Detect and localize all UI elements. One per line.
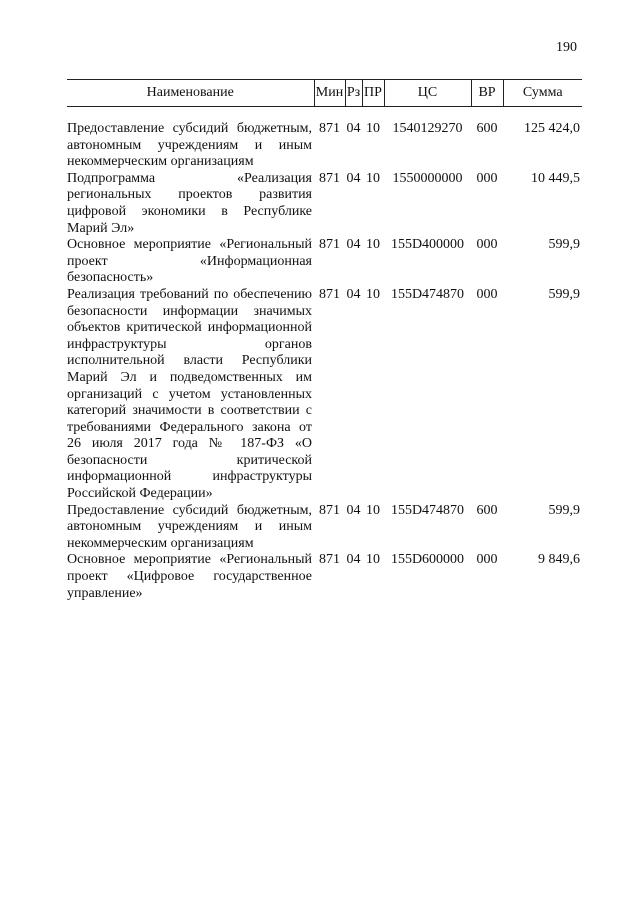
row-pr: 10 [366, 502, 380, 518]
row-pr: 10 [366, 237, 380, 253]
row-cs: 155D474870 [390, 502, 465, 518]
row-rz: 04 [346, 170, 361, 186]
row-sum: 9 849,6 [538, 552, 580, 568]
header-name: Наименование [67, 80, 314, 107]
row-name: Предоставление субсидий бюджетным, автономным учреждениям и иным некоммерческим организациям [67, 121, 312, 170]
row-cs: 155D400000 [390, 237, 465, 253]
header-cs: ЦС [384, 80, 471, 107]
row-vr: 600 [476, 502, 498, 518]
row-min: 871 [319, 502, 340, 518]
table-header-row [67, 80, 582, 107]
row-rz: 04 [346, 237, 361, 253]
header-vr: ВР [471, 80, 503, 107]
row-name: Основное мероприятие «Региональный проект «Цифровое государственное управление» [67, 552, 312, 601]
row-sum: 599,9 [548, 237, 580, 253]
row-cs: 155D600000 [390, 552, 465, 568]
row-vr: 000 [476, 552, 498, 568]
row-vr: 600 [476, 121, 498, 136]
table-row [67, 171, 582, 237]
header-min: Мин [314, 80, 345, 107]
row-rz: 04 [346, 502, 361, 518]
table-row [67, 237, 582, 287]
row-name: Реализация требований по обеспечению безопасности информации значимых объектов критической информационной инфраструктуры органов исполнительной власти Республики Марий Эл и подведомственных им организаций с учетом установленных категорий значимости в соответствии с требованиями Федерального закона от 26 июля 2017 года № 187-ФЗ «О безопасности критической информационной инфраструктуры Российской Федерации» [67, 286, 312, 502]
row-vr: 000 [476, 170, 498, 186]
row-vr: 000 [476, 237, 498, 253]
row-sum: 599,9 [548, 286, 580, 302]
row-name: Основное мероприятие «Региональный проект «Информационная безопасность» [67, 237, 312, 286]
row-cs: 1550000000 [392, 170, 463, 186]
row-name: Предоставление субсидий бюджетным, автономным учреждениям и иным некоммерческим организациям [67, 502, 312, 551]
row-sum: 10 449,5 [531, 170, 580, 186]
table-row [67, 287, 582, 503]
row-cs: 1540129270 [392, 121, 463, 136]
table-row [67, 121, 582, 171]
row-pr: 10 [366, 286, 380, 302]
row-min: 871 [319, 170, 340, 186]
row-rz: 04 [346, 552, 361, 568]
row-min: 871 [319, 552, 340, 568]
row-sum: 125 424,0 [524, 121, 580, 136]
table-row [67, 503, 582, 553]
row-cs: 155D474870 [390, 286, 465, 302]
row-min: 871 [319, 121, 340, 136]
row-min: 871 [319, 286, 340, 302]
row-pr: 10 [366, 121, 380, 136]
row-name: Подпрограмма «Реализация региональных проектов развития цифровой экономики в Республике Марий Эл» [67, 170, 312, 236]
row-rz: 04 [346, 121, 361, 136]
page-number: 190 [556, 40, 577, 55]
row-sum: 599,9 [548, 502, 580, 518]
row-pr: 10 [366, 170, 380, 186]
table-row [67, 552, 582, 602]
header-spacer [67, 107, 582, 122]
header-sum: Сумма [503, 80, 582, 107]
header-pr: ПР [362, 80, 384, 107]
budget-table [67, 79, 582, 602]
header-rz: Рз [345, 80, 362, 107]
row-pr: 10 [366, 552, 380, 568]
row-rz: 04 [346, 286, 361, 302]
row-min: 871 [319, 237, 340, 253]
row-vr: 000 [476, 286, 498, 302]
